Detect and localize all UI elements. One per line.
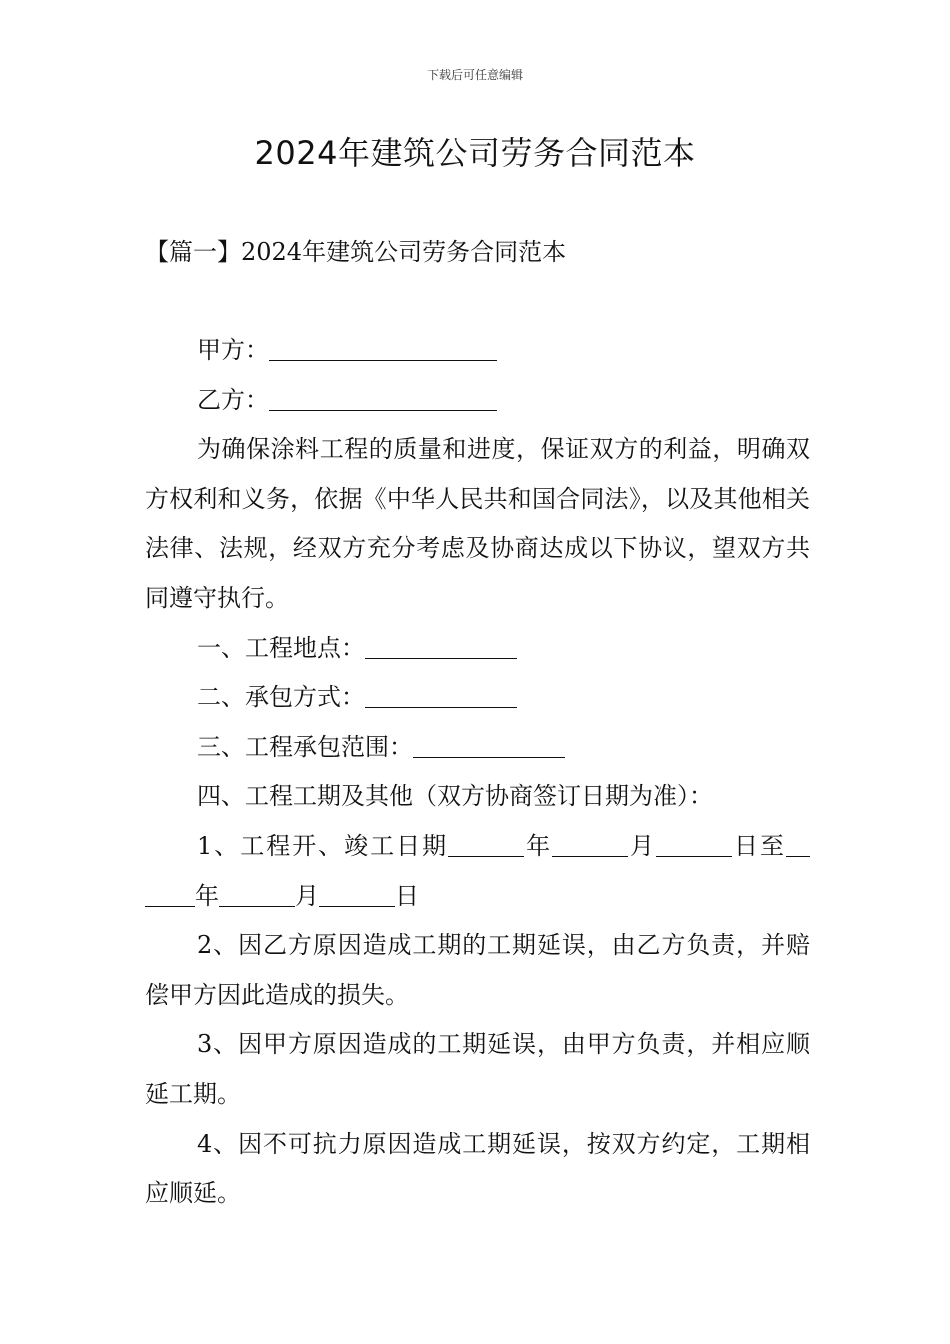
end-day-blank [319,872,395,907]
item-location [145,624,810,674]
clause-3: 3、因甲方原因造成的工期延误，由甲方负责，并相应顺延工期。 [145,1030,810,1108]
item-scope [145,723,810,773]
party-a-line [145,326,810,376]
item-contract-method-label: 二、承包方式： [197,683,365,712]
clause-1 [145,822,810,921]
party-a-blank [269,326,497,361]
item-contract-method [145,673,810,723]
party-b-line [145,376,810,426]
start-year-label: 年 [524,831,553,860]
start-month-label: 月 [628,831,657,860]
clause-4: 4、因不可抗力原因造成工期延误，按双方约定，工期相应顺延。 [145,1129,810,1208]
end-year-label: 年 [195,881,219,910]
item-scope-blank [413,723,565,758]
start-day-blank [656,822,732,857]
party-a-label: 甲方： [197,336,269,364]
clause-2: 2、因乙方原因造成工期的工期延误，由乙方负责，并赔偿甲方因此造成的损失。 [145,931,810,1009]
item-location-blank [365,624,517,659]
section-heading: 【篇一】2024年建筑公司劳务合同范本 [145,238,567,266]
end-year-blank-part2 [145,872,195,907]
end-year-blank-part1 [786,822,810,857]
item-contract-method-blank [365,673,517,708]
start-month-blank [552,822,628,857]
start-year-blank [448,822,524,857]
end-month-label: 月 [295,881,319,910]
end-month-blank [219,872,295,907]
party-b-label: 乙方： [197,385,269,414]
item-location-label: 一、工程地点： [197,633,365,662]
header-note: 下载后可任意编辑 [426,68,523,82]
document-body [145,326,810,1219]
end-day-label: 日 [395,881,419,910]
item-scope-label: 三、工程承包范围： [197,732,413,761]
item-schedule: 四、工程工期及其他（双方协商签订日期为准）： [197,782,713,811]
clause-1-prefix: 1、工程开、竣工日期 [197,831,449,860]
party-b-blank [269,376,497,411]
intro-paragraph: 为确保涂料工程的质量和进度，保证双方的利益，明确双方权利和义务，依据《中华人民共和国合同法》，以及其他相关法律、法规，经双方充分考虑及协商达成以下协议，望双方共同遵守执行。 [145,435,810,612]
start-day-to-label: 日至 [732,831,786,860]
document-title: 2024年建筑公司劳务合同范本 [254,134,696,172]
